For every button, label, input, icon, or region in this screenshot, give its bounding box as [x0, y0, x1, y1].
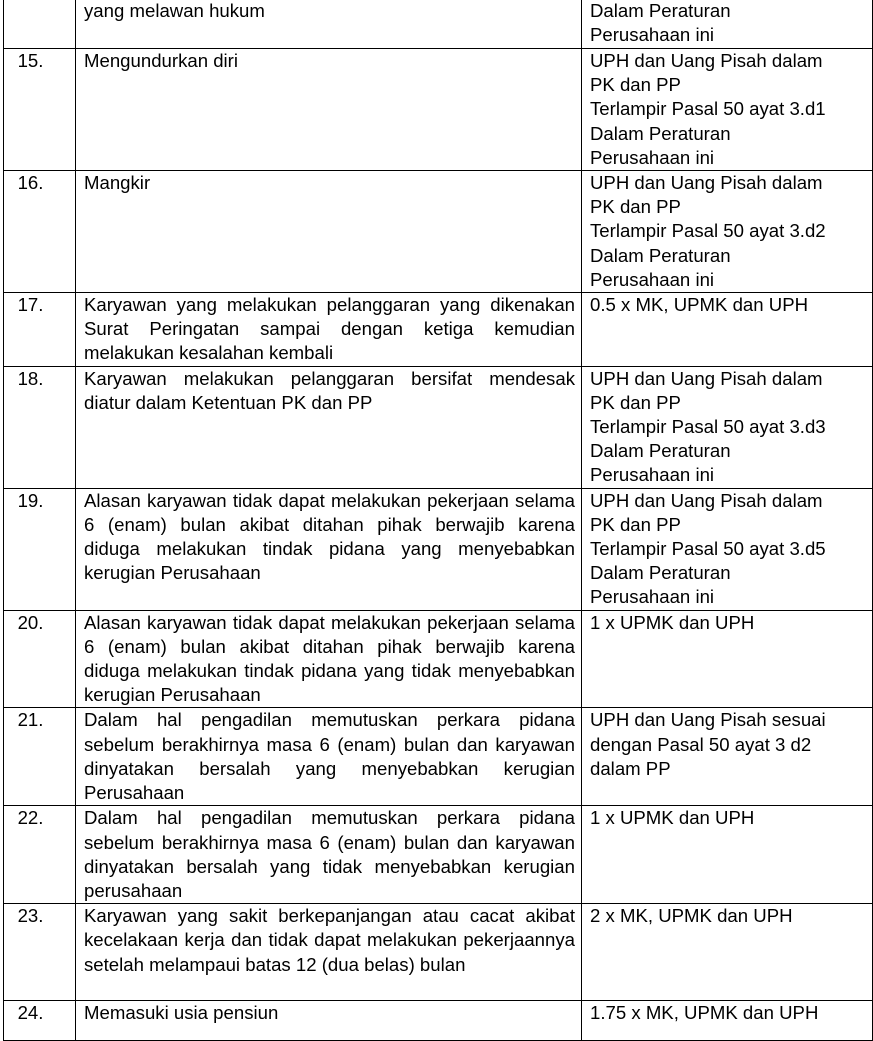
- row-compensation: [582, 366, 873, 488]
- compensation-line: Dalam Peraturan: [590, 244, 731, 266]
- row-description: Alasan karyawan tidak dapat melakukan pekerjaan selama 6 (enam) bulan akibat ditahan pihak berwajib karena diduga melakukan tindak pidana yang menyebabkan kerugian Perusahaan: [76, 488, 582, 610]
- compensation-line: Perusahaan ini: [590, 586, 715, 608]
- row-number: 24.: [4, 1001, 76, 1041]
- table-row: [4, 293, 873, 367]
- row-compensation: [582, 293, 873, 367]
- compensation-line: UPH dan Uang Pisah dalam: [590, 367, 823, 389]
- compensation-line: Dalam Peraturan: [590, 440, 731, 462]
- row-compensation: [582, 610, 873, 708]
- row-number: [4, 0, 76, 49]
- row-compensation: UPH dan Uang Pisah sesuai dengan Pasal 50 ayat 3 d2 dalam PP: [582, 708, 873, 806]
- table-row: [4, 366, 873, 488]
- row-description: Alasan karyawan tidak dapat melakukan pekerjaan selama 6 (enam) bulan akibat ditahan pihak berwajib karena diduga melakukan tindak pidana yang tidak menyebabkan kerugian Perusahaan: [76, 610, 582, 708]
- row-number: 22.: [4, 806, 76, 904]
- compensation-line: Terlampir Pasal 50 ayat 3.d3: [590, 416, 826, 438]
- compensation-line: Perusahaan ini: [590, 24, 715, 46]
- row-compensation: [582, 806, 873, 904]
- row-compensation: [582, 904, 873, 1001]
- row-compensation: [582, 1001, 873, 1041]
- compensation-line: 1 x UPMK dan UPH: [590, 611, 755, 633]
- row-number: 17.: [4, 293, 76, 367]
- table-row: [4, 904, 873, 1001]
- row-description: Karyawan yang melakukan pelanggaran yang dikenakan Surat Peringatan sampai dengan ketiga kemudian melakukan kesalahan kembali: [76, 293, 582, 367]
- compensation-line: Perusahaan ini: [590, 268, 715, 290]
- compensation-line: Dalam Peraturan: [590, 562, 731, 584]
- row-compensation: [582, 0, 873, 49]
- row-number: 20.: [4, 610, 76, 708]
- row-description: yang melawan hukum: [76, 0, 582, 49]
- row-description: Karyawan melakukan pelanggaran bersifat mendesak diatur dalam Ketentuan PK dan PP: [76, 366, 582, 488]
- termination-compensation-table: [3, 0, 873, 1041]
- compensation-line: PK dan PP: [590, 74, 681, 96]
- compensation-line: Terlampir Pasal 50 ayat 3.d5: [590, 538, 826, 560]
- compensation-line: UPH dan Uang Pisah dalam: [590, 489, 823, 511]
- row-number: 16.: [4, 171, 76, 293]
- row-description: Mengundurkan diri: [76, 49, 582, 171]
- compensation-line: Perusahaan ini: [590, 146, 715, 168]
- table-row: [4, 171, 873, 293]
- table-row: [4, 610, 873, 708]
- compensation-line: 2 x MK, UPMK dan UPH: [590, 905, 793, 927]
- compensation-line: 0.5 x MK, UPMK dan UPH: [590, 294, 809, 316]
- compensation-line: PK dan PP: [590, 391, 681, 413]
- compensation-line: Terlampir Pasal 50 ayat 3.d1: [590, 98, 826, 120]
- row-description: Dalam hal pengadilan memutuskan perkara pidana sebelum berakhirnya masa 6 (enam) bulan dan karyawan dinyatakan bersalah yang tidak menyebabkan kerugian perusahaan: [76, 806, 582, 904]
- table-row: [4, 1001, 873, 1041]
- row-number: 18.: [4, 366, 76, 488]
- row-number: 21.: [4, 708, 76, 806]
- compensation-line: UPH dan Uang Pisah dalam: [590, 50, 823, 71]
- compensation-line: PK dan PP: [590, 513, 681, 535]
- compensation-line: Dalam Peraturan: [590, 0, 731, 21]
- compensation-line: Perusahaan ini: [590, 464, 715, 486]
- compensation-line: Dalam Peraturan: [590, 122, 731, 144]
- row-number: 15.: [4, 49, 76, 171]
- compensation-line: UPH dan Uang Pisah dalam: [590, 172, 823, 194]
- row-description: Karyawan yang sakit berkepanjangan atau cacat akibat kecelakaan kerja dan tidak dapat melakukan pekerjaannya setelah melampaui batas 12 (dua belas) bulan: [76, 904, 582, 1001]
- row-compensation: [582, 49, 873, 171]
- compensation-line: Terlampir Pasal 50 ayat 3.d2: [590, 220, 826, 242]
- table-row: [4, 708, 873, 806]
- row-description: Dalam hal pengadilan memutuskan perkara pidana sebelum berakhirnya masa 6 (enam) bulan dan karyawan dinyatakan bersalah yang menyebabkan kerugian Perusahaan: [76, 708, 582, 806]
- compensation-line: 1.75 x MK, UPMK dan UPH: [590, 1002, 819, 1024]
- row-compensation: [582, 488, 873, 610]
- compensation-line: 1 x UPMK dan UPH: [590, 807, 755, 829]
- row-compensation: [582, 171, 873, 293]
- table-row: [4, 806, 873, 904]
- row-description: Mangkir: [76, 171, 582, 293]
- row-number: 23.: [4, 904, 76, 1001]
- row-description: Memasuki usia pensiun: [76, 1001, 582, 1041]
- table-row: [4, 0, 873, 49]
- table-row: [4, 49, 873, 171]
- table-row: [4, 488, 873, 610]
- row-number: 19.: [4, 488, 76, 610]
- compensation-line: PK dan PP: [590, 196, 681, 218]
